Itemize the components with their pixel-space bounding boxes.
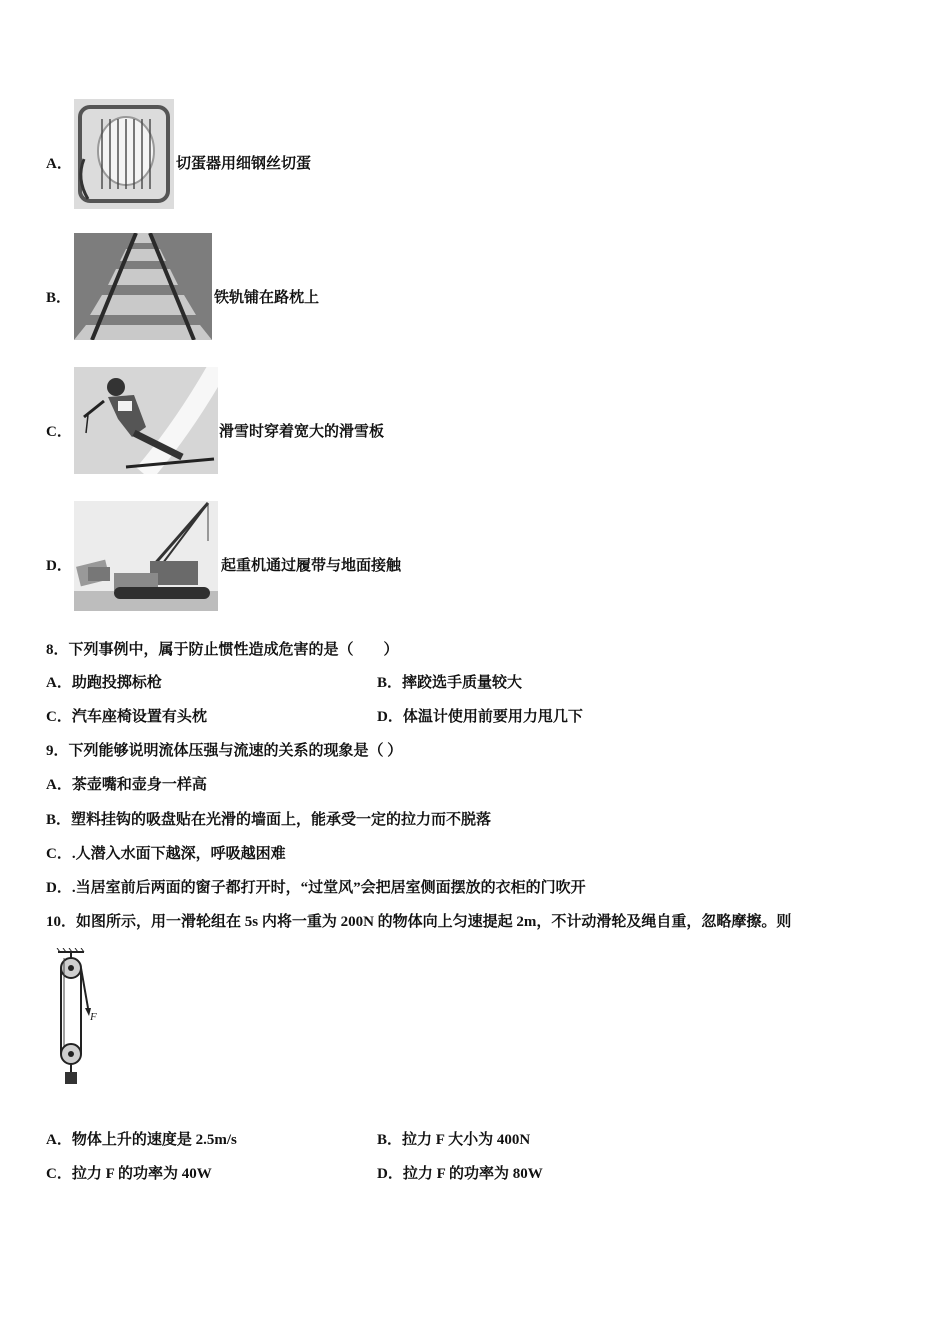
question-9-stem: 9．下列能够说明流体压强与流速的关系的现象是（ ） (46, 743, 403, 759)
question-8-stem: 8．下列事例中，属于防止惯性造成危害的是（ ） (46, 642, 399, 658)
option-text: .人潜入水面下越深，呼吸越困难 (71, 846, 286, 862)
option-letter: B． (377, 1132, 403, 1148)
option-text: 拉力 F 大小为 400N (402, 1132, 531, 1148)
option-letter: C． (46, 424, 72, 440)
q9-option-b (46, 808, 491, 829)
option-text: 起重机通过履带与地面接触 (221, 556, 402, 574)
option-text: 铁轨铺在路枕上 (214, 288, 320, 306)
option-letter: A． (46, 1132, 72, 1148)
q10-option-b (377, 1128, 530, 1149)
option-text: 滑雪时穿着宽大的滑雪板 (219, 422, 385, 440)
option-letter: B． (377, 675, 403, 691)
skier-photo (74, 367, 218, 474)
option-text: .当居室前后两面的窗子都打开时，“过堂风”会把居室侧面摆放的衣柜的门吹开 (71, 880, 586, 896)
option-letter: C． (46, 846, 72, 862)
option-letter: B． (46, 812, 72, 828)
option-letter: D． (46, 558, 72, 574)
option-letter: A． (46, 675, 72, 691)
option-text: 助跑投掷标枪 (71, 675, 162, 691)
option-text: 拉力 F 的功率为 40W (71, 1166, 212, 1182)
option-letter: A． (46, 777, 72, 793)
q8-option-c (46, 705, 207, 726)
option-text: 体温计使用前要用力甩几下 (402, 709, 583, 725)
q8-option-d (377, 705, 583, 726)
q9-option-d (46, 876, 586, 897)
option-text: 茶壶嘴和壶身一样高 (71, 777, 207, 793)
option-text: 塑料挂钩的吸盘贴在光滑的墙面上，能承受一定的拉力而不脱落 (71, 812, 492, 828)
q10-option-d (377, 1162, 543, 1183)
option-text: 切蛋器用细钢丝切蛋 (176, 154, 312, 172)
option-letter: D． (377, 709, 403, 725)
force-label: F (90, 1011, 97, 1023)
q10-option-c (46, 1162, 212, 1183)
option-text: 摔跤选手质量较大 (402, 675, 523, 691)
q10-option-a (46, 1128, 237, 1149)
option-letter: D． (377, 1166, 403, 1182)
option-letter: C． (46, 709, 72, 725)
question-10-stem: 10．如图所示，用一滑轮组在 5s 内将一重为 200N 的物体向上匀速提起 2m，不计动滑轮及绳自重，忽略摩擦。则 (46, 914, 792, 930)
option-text: 物体上升的速度是 2.5m/s (71, 1132, 237, 1148)
q9-option-a (46, 773, 207, 794)
option-letter: B． (46, 290, 72, 306)
q9-option-c (46, 842, 286, 863)
option-text: 拉力 F 的功率为 80W (402, 1166, 543, 1182)
egg-slicer-photo (74, 99, 174, 209)
option-letter: A． (46, 156, 72, 172)
crawler-crane-photo (74, 501, 218, 611)
option-letter: D． (46, 880, 72, 896)
railway-track-photo (74, 233, 212, 340)
pulley-system-figure (54, 948, 110, 1088)
option-letter: C． (46, 1166, 72, 1182)
q8-option-a (46, 671, 162, 692)
q8-option-b (377, 671, 522, 692)
option-text: 汽车座椅设置有头枕 (71, 709, 207, 725)
